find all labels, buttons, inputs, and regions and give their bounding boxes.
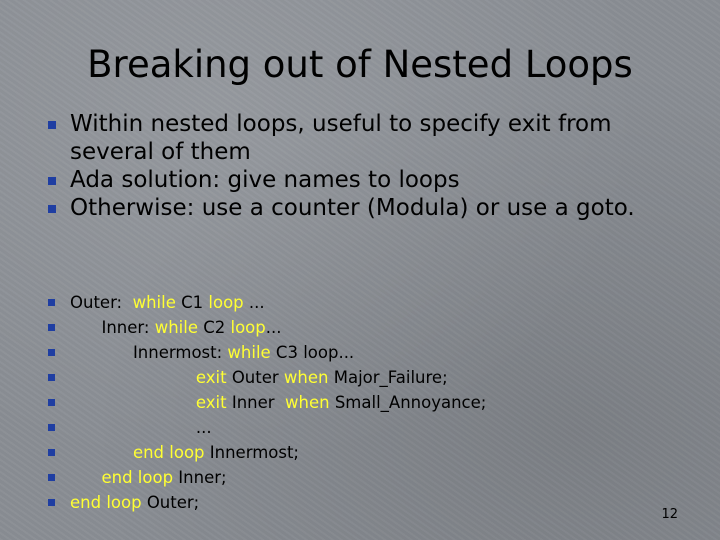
square-bullet-icon — [48, 349, 55, 356]
code-keyword: while — [132, 293, 176, 312]
code-segment: ... — [243, 293, 265, 312]
square-bullet-icon — [48, 121, 56, 129]
code-line — [46, 365, 646, 390]
code-keyword: loop — [208, 293, 244, 312]
code-segment: C1 — [175, 293, 209, 312]
code-segment: ... — [70, 418, 212, 437]
code-line — [46, 340, 646, 365]
code-segment: C3 loop... — [270, 343, 355, 362]
bullet-item — [46, 166, 686, 194]
square-bullet-icon — [48, 374, 55, 381]
code-text — [70, 490, 199, 515]
code-segment: Inner — [226, 393, 286, 412]
code-text — [70, 390, 486, 415]
code-segment: Outer: — [70, 293, 133, 312]
code-listing — [46, 290, 646, 515]
code-segment — [70, 443, 133, 462]
code-keyword: while — [227, 343, 271, 362]
square-bullet-icon — [48, 299, 55, 306]
code-text — [70, 340, 354, 365]
square-bullet-icon — [48, 205, 56, 213]
bullet-text: Ada solution: give names to loops — [70, 167, 460, 193]
code-line — [46, 490, 646, 515]
square-bullet-icon — [48, 399, 55, 406]
code-keyword: while — [154, 318, 198, 337]
code-segment: ... — [265, 318, 282, 337]
code-line — [46, 465, 646, 490]
code-segment — [70, 468, 101, 487]
code-keyword: when — [283, 368, 329, 387]
code-keyword: exit — [195, 368, 227, 387]
page-number: 12 — [661, 507, 678, 522]
code-text — [70, 465, 227, 490]
bullet-text: Within nested loops, useful to specify exit from several of them — [70, 111, 612, 165]
square-bullet-icon — [48, 177, 56, 185]
square-bullet-icon — [48, 449, 55, 456]
code-text — [70, 365, 448, 390]
bullet-item — [46, 194, 686, 222]
square-bullet-icon — [48, 424, 55, 431]
code-segment: Major_Failure; — [328, 368, 448, 387]
square-bullet-icon — [48, 474, 55, 481]
code-keyword: loop — [230, 318, 266, 337]
code-segment — [70, 393, 196, 412]
code-line — [46, 390, 646, 415]
code-segment — [70, 368, 196, 387]
code-segment: Outer; — [141, 493, 200, 512]
square-bullet-icon — [48, 499, 55, 506]
square-bullet-icon — [48, 324, 55, 331]
code-line — [46, 315, 646, 340]
code-text — [70, 290, 265, 315]
code-segment: C2 — [197, 318, 231, 337]
code-keyword: end loop — [101, 468, 174, 487]
code-line — [46, 290, 646, 315]
code-segment: Outer — [226, 368, 284, 387]
code-segment: Small_Annoyance; — [329, 393, 487, 412]
code-keyword: end loop — [132, 443, 205, 462]
code-segment: Inner: — [70, 318, 155, 337]
code-line — [46, 415, 646, 440]
code-segment: Innermost: — [70, 343, 228, 362]
bullet-list — [46, 110, 686, 222]
code-keyword: exit — [195, 393, 227, 412]
code-keyword: when — [285, 393, 330, 412]
code-segment: Inner; — [173, 468, 227, 487]
code-line — [46, 440, 646, 465]
bullet-text: Otherwise: use a counter (Modula) or use a goto. — [70, 195, 635, 221]
code-text — [70, 415, 212, 440]
bullet-item — [46, 110, 686, 166]
code-segment: Innermost; — [204, 443, 299, 462]
code-text — [70, 315, 282, 340]
slide-title: Breaking out of Nested Loops — [87, 43, 633, 86]
code-keyword: end loop — [70, 493, 142, 512]
code-text — [70, 440, 299, 465]
